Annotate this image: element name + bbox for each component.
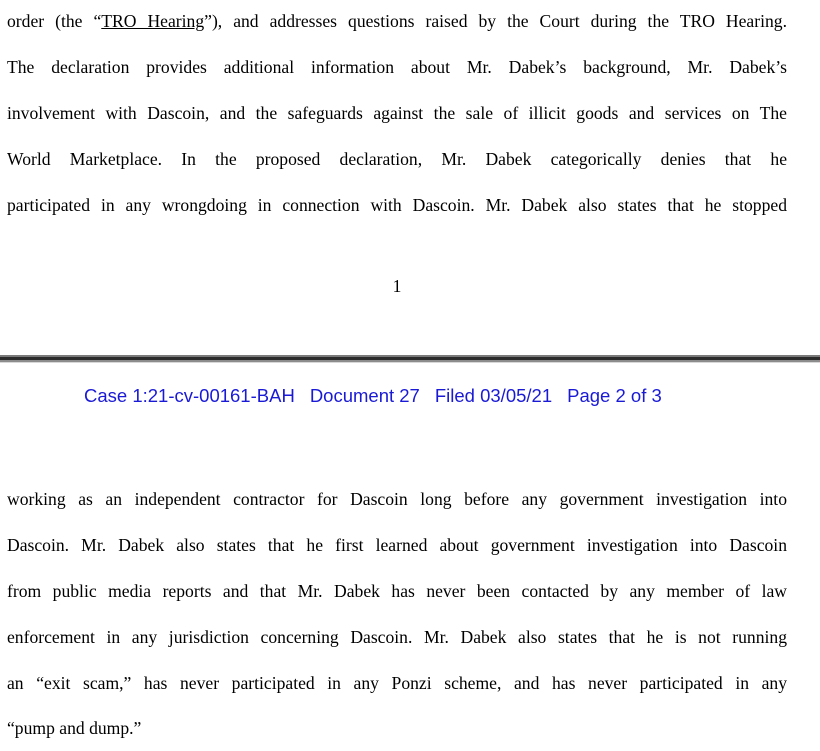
body-line: “pump and dump.” [7,718,142,738]
text-fragment: order (the “ [7,11,102,31]
body-line [7,10,787,32]
body-line: participated in any wrongdoing in connection with Dascoin. Mr. Dabek also states that he stopped [7,195,787,215]
document-number: Document 27 [309,385,420,406]
body-line: World Marketplace. In the proposed declaration, Mr. Dabek categorically denies that he [7,149,787,169]
page-indicator: Page 2 of 3 [567,385,662,406]
body-line: involvement with Dascoin, and the safeguards against the sale of illicit goods and services on The [7,103,787,123]
tro-hearing-defined-term: TRO Hearing [101,11,205,31]
body-line: enforcement in any jurisdiction concerning Dascoin. Mr. Dabek also states that he is not running [7,627,787,647]
body-line: from public media reports and that Mr. Dabek has never been contacted by any member of law [7,581,787,601]
body-line: The declaration provides additional information about Mr. Dabek’s background, Mr. Dabek’s [7,57,787,77]
text-fragment: ”), and addresses questions raised by the Court during the TRO Hearing. [204,11,787,31]
page-number: 1 [392,276,402,296]
case-header [84,384,662,408]
body-line: an “exit scam,” has never participated in any Ponzi scheme, and has never participated in any [7,673,787,693]
page-break-divider [0,354,820,365]
filed-date: Filed 03/05/21 [434,385,553,406]
body-line: working as an independent contractor for Dascoin long before any government investigation into [7,489,787,509]
body-line: Dascoin. Mr. Dabek also states that he first learned about government investigation into Dascoin [7,535,787,555]
case-number: Case 1:21-cv-00161-BAH [84,385,295,406]
